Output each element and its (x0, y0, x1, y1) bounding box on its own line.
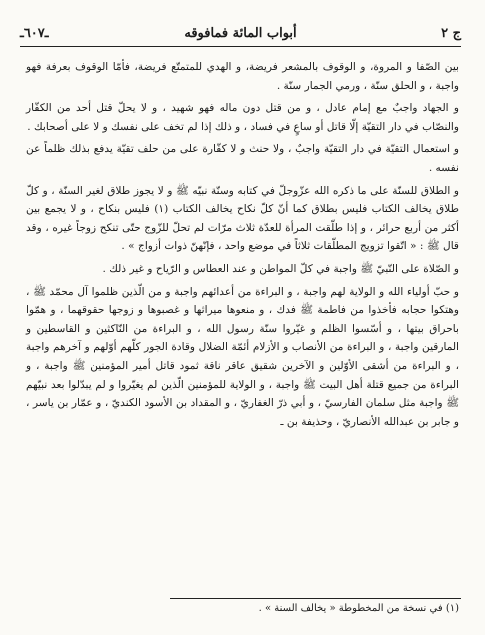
volume-label: ج ٢ (441, 26, 461, 41)
paragraph: بين الصّفا و المروة، و الوقوف بالمشعر فريضة، و الهدي للمتمتّع فريضة، فأمّا الوقوف بعرفة فهو واجبة ، و الحلق سنّة ، ورمي الجمار سنّة . (26, 61, 459, 92)
paragraph: و استعمال التقيّة في دار التقيّة واجبٌ ، ولا حنث و لا كفّارة على من حلف تقيّة يدفع بذلك ظلماً عن نفسه . (26, 143, 459, 174)
header-rule (20, 46, 461, 47)
page-header (20, 24, 461, 46)
page-body (26, 58, 459, 431)
page-number: ـ٦٠٧ـ (20, 26, 49, 41)
paragraph: و الطلاق للسنّة على ما ذكره الله عزّوجلّ في كتابه وسنّة نبيّه ﷺ و لا يجوز طلاق لغير السنّة ، و كلّ طلاق يخالف الكتاب فليس بطلاق كما أنّ كلّ نكاح يخالف الكتاب (١) فليس بنكاح ، و لا يجمع بين أكثر من أربع حرائر ، و إذا طلّقت المرأة للعدّة ثلاث مرّات لم تحلّ للزّوج حتّى تنكح زوجاً غيره ، وقد قال ﷺ : « اتّقوا تزويج المطلّقات ثلاثاً في موضع واحد ، فإنّهنّ ذوات أزواج » . (26, 184, 459, 253)
paragraph: و الجهاد واجبٌ مع إمام عادل ، و من قتل دون ماله فهو شهيد ، و لا يحلّ قتل أحد من الكفّار والنصّاب في دار التقيّة إلّا قاتل أو ساعٍ في فساد ، و ذلك إذا لم تخف على نفسك و لا على أصحابك . (26, 102, 459, 133)
footnote-rule (170, 598, 461, 599)
footnote: (١) في نسخة من المخطوطة « يخالف السنة » . (258, 603, 459, 614)
chapter-title: أبواب المائة فمافوقه (184, 26, 297, 41)
paragraph: و الصّلاة على النّبيّ ﷺ واجبة في كلّ المواطن و عند العطاس و الرّياح و غير ذلك . (102, 262, 459, 275)
paragraph: و حبّ أولياء الله و الولاية لهم واجبة ، و البراءة من أعدائهم واجبة و من الّذين ظلموا آل محمّد ﷺ ، وهتكوا حجابه فأخذوا من فاطمة ﷺ فدك ، و منعوها ميراثها و غصبوها و زوجها حقوقهما ، و همّوا باحراق بيتها ، و أسّسوا الظلم و غيّروا سنّة رسول الله ، و البراءة من النّاكثين و القاسطين و المارقين واجبة ، و البراءة من الأنصاب و الأزلام أئمّة الضلال وقادة الجور كلّهم أوّلهم و آخرهم واجبة ، و البراءة من أشقى الأوّلين و الآخرين شقيق عاقر ناقة ثمود قاتل أمير المؤمنين ﷺ واجبة ، و البراءة من جميع قتلة أهل البيت ﷺ واجبة ، و الولاية للمؤمنين الّذين لم يغيّروا و لم يبدّلوا بعد نبيّهم ﷺ واجبة مثل سلمان الفارسيّ ، و أبي ذرّ الغفاريّ ، و المقداد بن الأسود الكنديّ ، و عمّار بن ياسر ، و جابر بن عبدالله الأنصاريّ ، وحذيفة بن ـ (26, 285, 459, 428)
